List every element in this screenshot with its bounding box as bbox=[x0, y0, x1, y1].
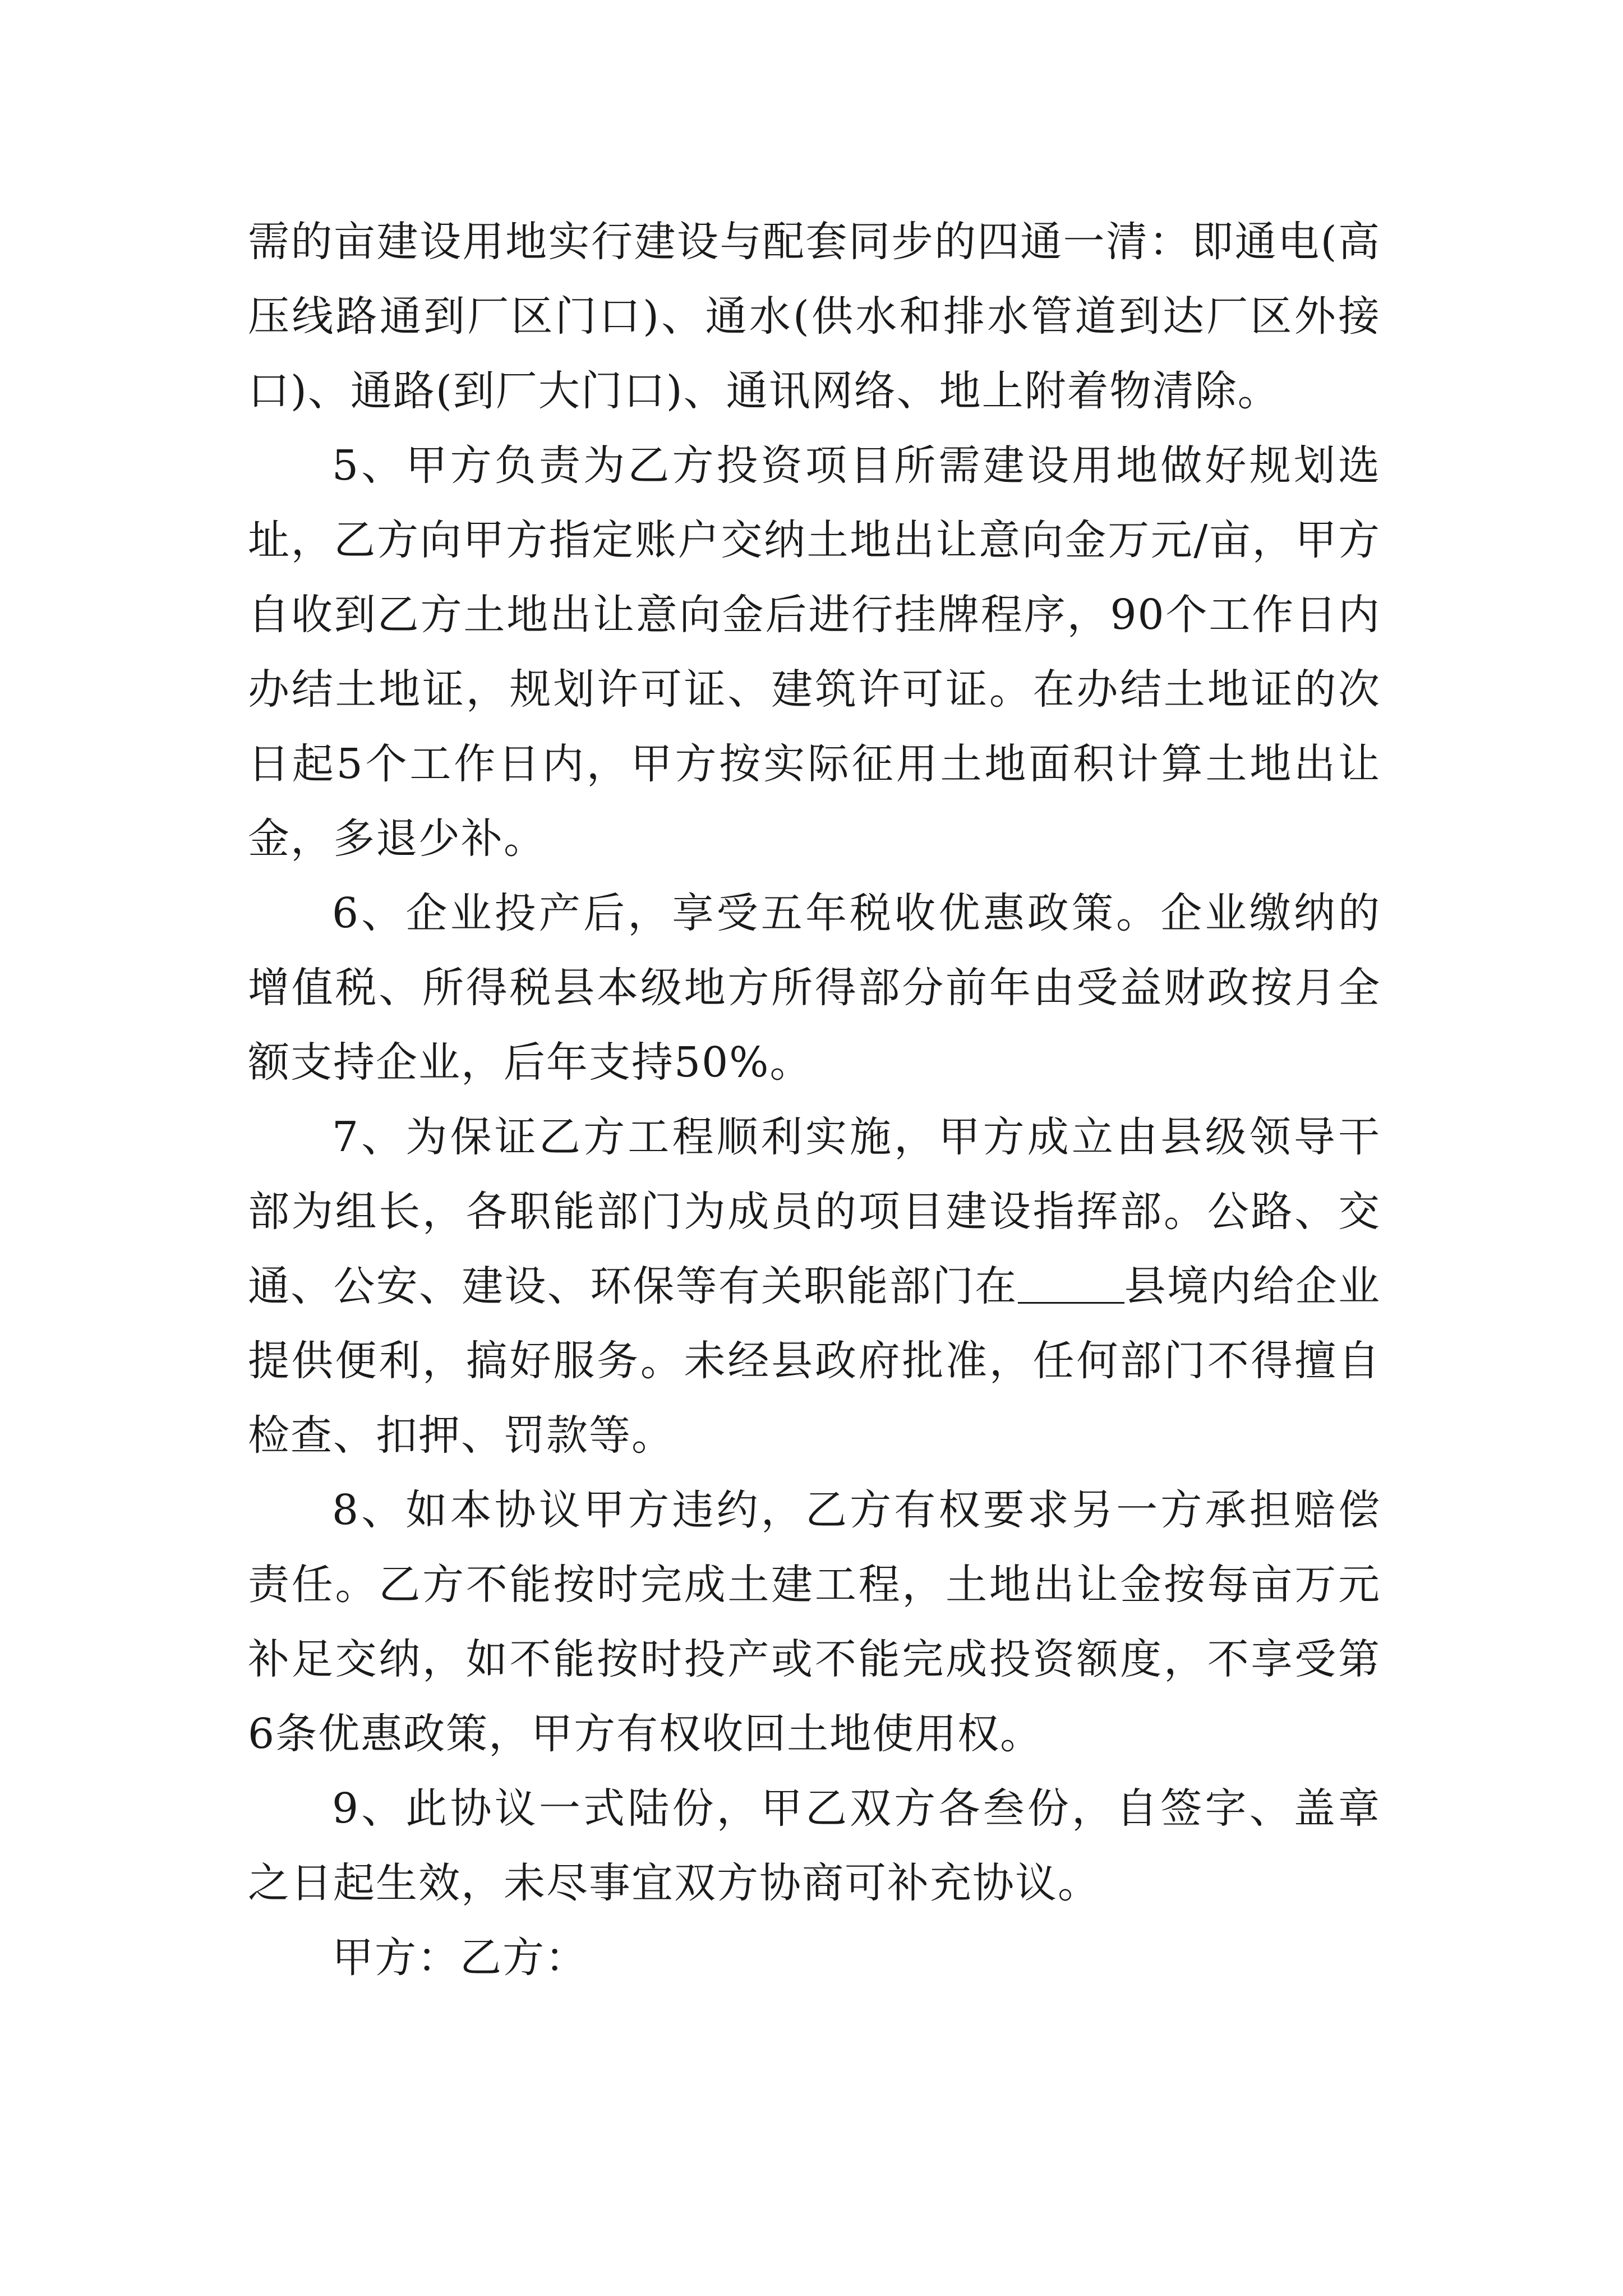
clause-9: 9、此协议一式陆份，甲乙双方各叁份，自签字、盖章之日起生效，未尽事宜双方协商可补充协议。 bbox=[248, 1784, 1381, 1907]
clause-8: 8、如本协议甲方违约，乙方有权要求另一方承担赔偿责任。乙方不能按时完成土建工程，土地出让金按每亩万元补足交纳，如不能按时投产或不能完成投资额度，不享受第6条优惠政策，甲方有权收回土地使用权。 bbox=[248, 1486, 1381, 1758]
agreement-body bbox=[248, 205, 1381, 1995]
continuation-paragraph: 需的亩建设用地实行建设与配套同步的四通一清：即通电(高压线路通到厂区门口)、通水(供水和排水管道到达厂区外接口)、通路(到厂大门口)、通讯网络、地上附着物清除。 bbox=[248, 218, 1381, 415]
clause-5: 5、甲方负责为乙方投资项目所需建设用地做好规划选址，乙方向甲方指定账户交纳土地出让意向金万元/亩，甲方自收到乙方土地出让意向金后进行挂牌程序，90个工作日内办结土地证，规划许可证、建筑许可证。在办结土地证的次日起5个工作日内，甲方按实际征用土地面积计算土地出让金，多退少补。 bbox=[248, 441, 1381, 863]
fill-in-blank bbox=[1018, 1260, 1124, 1304]
clause-7-text-before: 7、为保证乙方工程顺利实施，甲方成立由县级领导干部为组长，各职能部门为成员的项目建设指挥部。公路、交通、公安、建设、环保等有关职能部门在 bbox=[248, 1113, 1381, 1310]
clause-7 bbox=[248, 1100, 1381, 1473]
clause-7-text-after: 县境内给企业提供便利，搞好服务。未经县政府批准，任何部门不得擅自检查、扣押、罚款等。 bbox=[248, 1262, 1381, 1460]
clause-6: 6、企业投产后，享受五年税收优惠政策。企业缴纳的增值税、所得税县本级地方所得部分前年由受益财政按月全额支持企业，后年支持50%。 bbox=[248, 889, 1381, 1087]
signature-line: 甲方：乙方： bbox=[332, 1934, 588, 1982]
